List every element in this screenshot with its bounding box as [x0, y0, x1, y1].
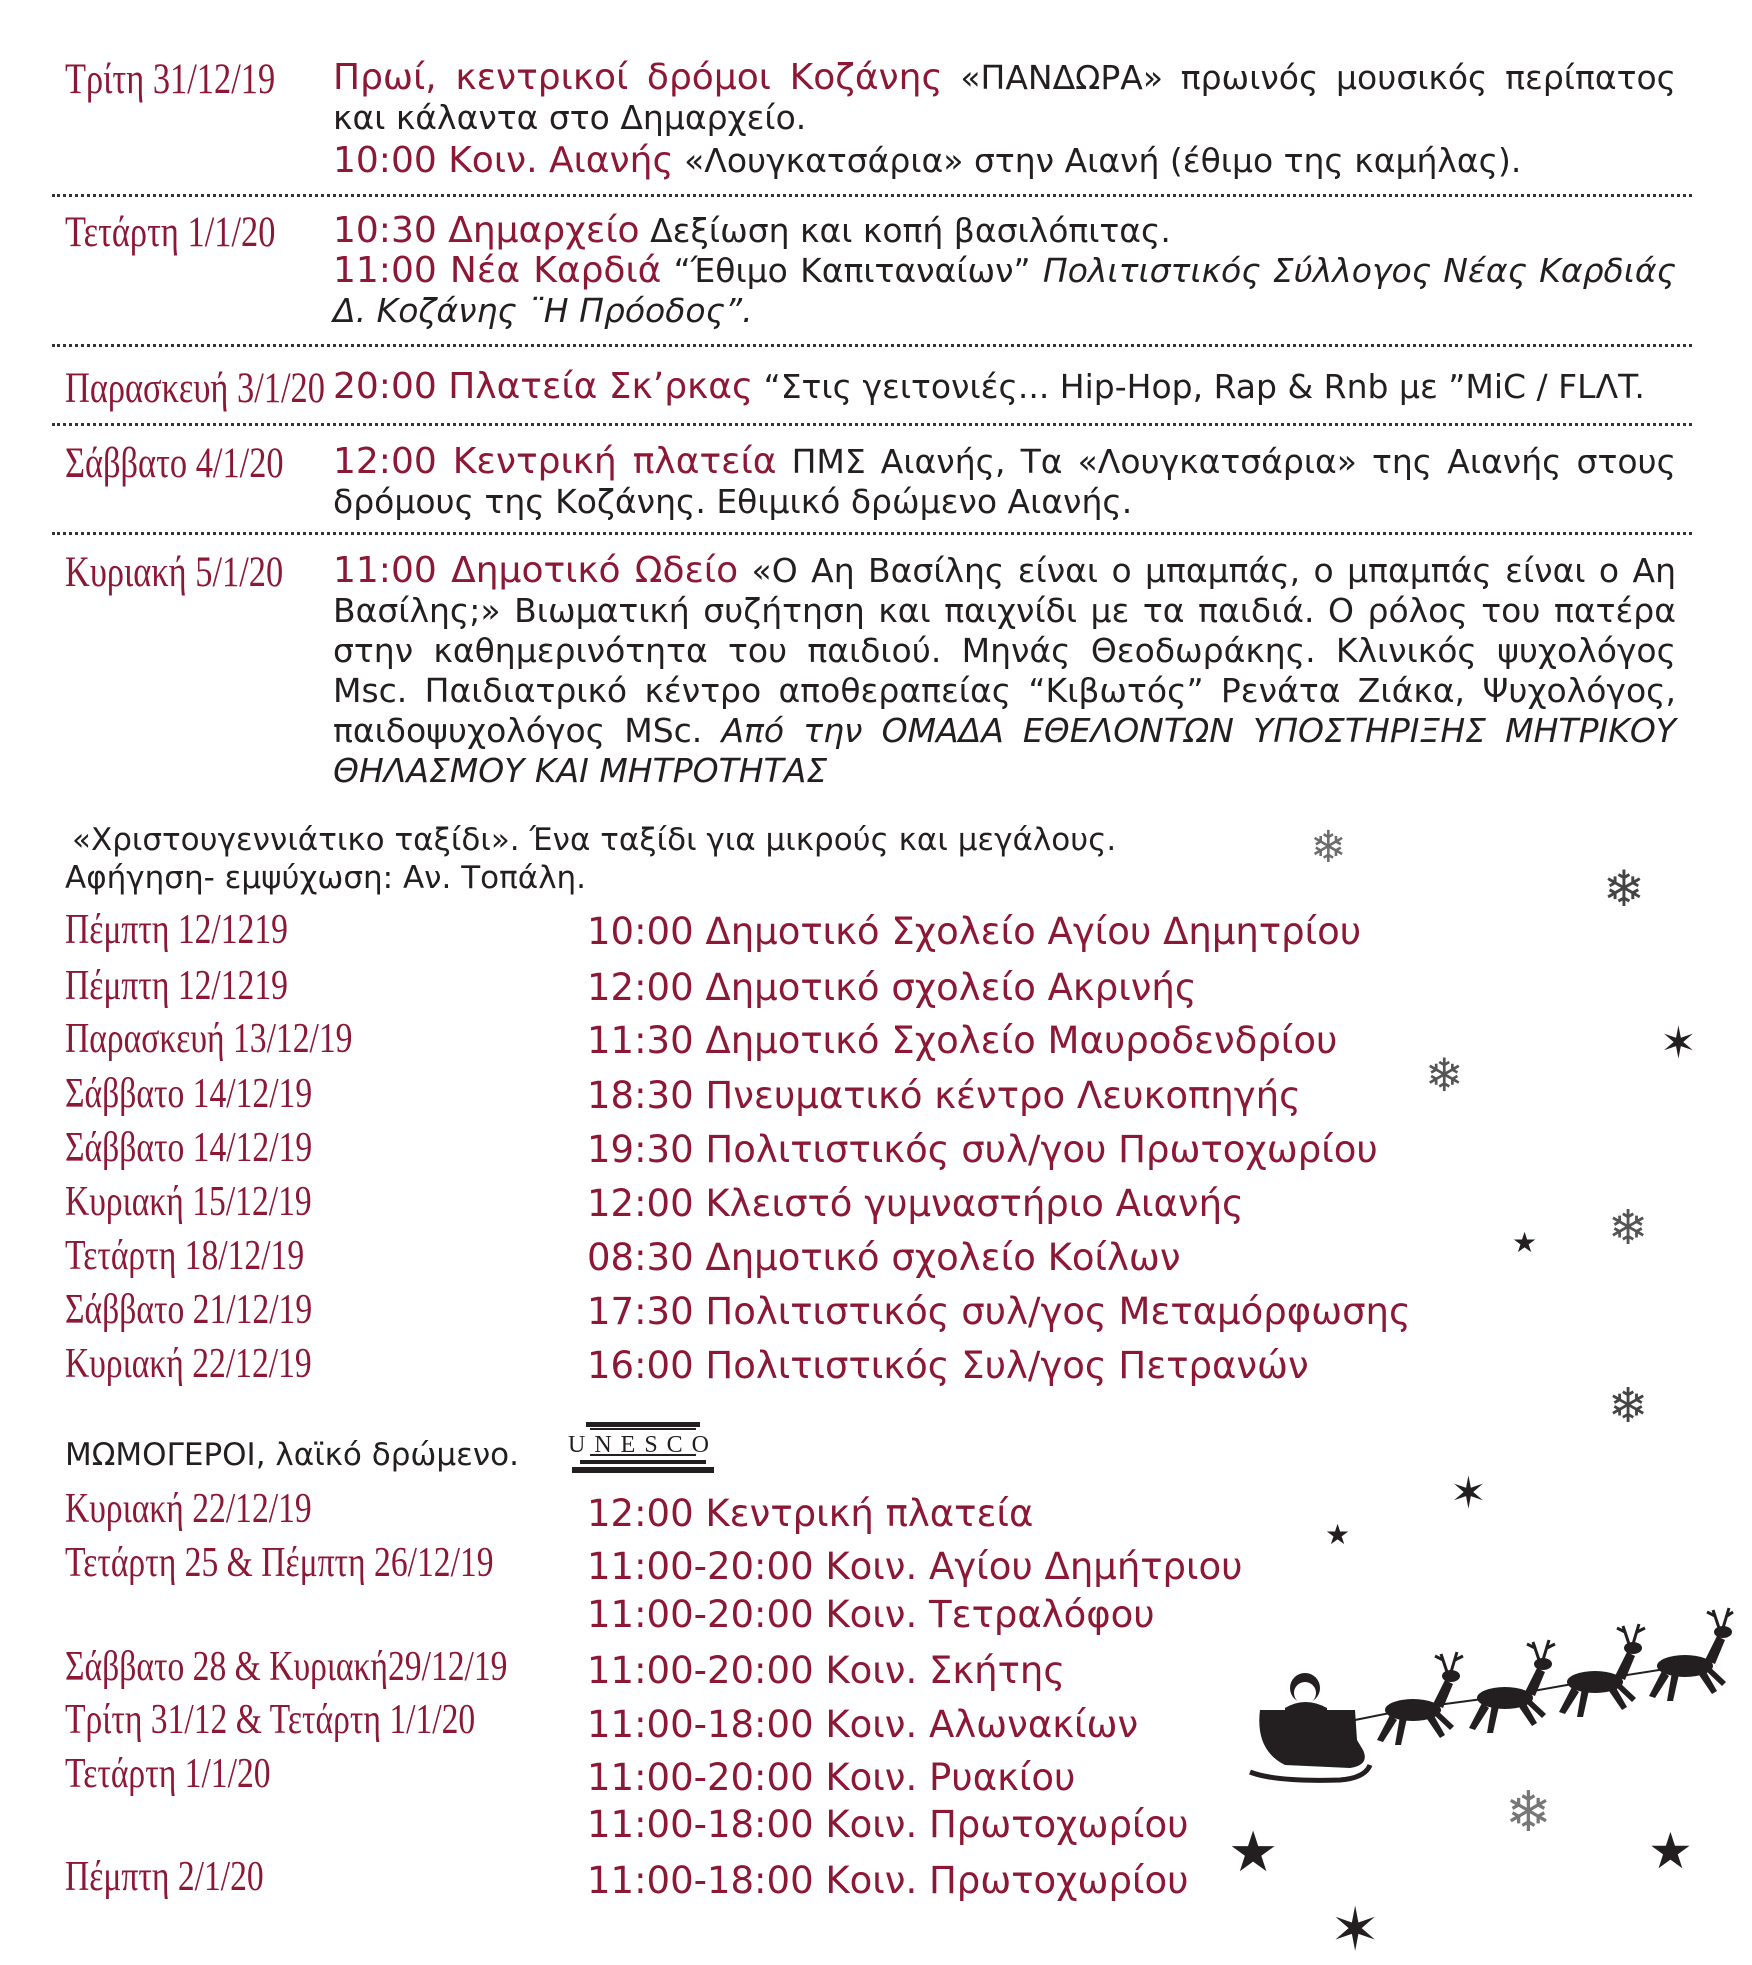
trip-date: Σάββατο 21/12/19 — [65, 1287, 313, 1333]
trip-date: Πέμπτη 12/1219 — [65, 907, 288, 953]
event-text: «ΠΑΝΔΩΡΑ» πρωινός μουσικός περίπατος και κάλαντα στο Δημαρχείο. — [333, 58, 1676, 137]
dotted-divider — [52, 194, 1692, 197]
trip-narration: Αφήγηση- εμψύχωση: Αν. Τοπάλη. — [65, 860, 587, 896]
momogeroi-title — [65, 1437, 519, 1473]
schedule-date: Τετάρτη 1/1/20 — [65, 209, 276, 256]
momogeroi-date: Τετάρτη 25 & Πέμπτη 26/12/19 — [65, 1540, 494, 1586]
trip-date: Σάββατο 14/12/19 — [65, 1125, 313, 1171]
schedule-event — [333, 58, 1676, 181]
trip-date: Κυριακή 22/12/19 — [65, 1341, 312, 1387]
trip-subtitle: Ένα ταξίδι για μικρούς και μεγάλους. — [519, 822, 1117, 858]
schedule-date: Παρασκευή 3/1/20 — [65, 365, 325, 412]
schedule-event — [333, 367, 1676, 407]
event-heading: 12:00 Κεντρική πλατεία — [333, 441, 777, 482]
sparkle-star-icon: ✶ — [1660, 1018, 1697, 1069]
momogeroi-date: Πέμπτη 2/1/20 — [65, 1854, 264, 1900]
snowflake-icon: ❄ — [1608, 1200, 1649, 1256]
momogeroi-event: 11:00-20:00 Κοιν. Ρυακίου — [587, 1756, 1076, 1799]
snowflake-icon: ❄ — [1608, 1378, 1649, 1434]
event-text: ΠΜΣ Αιανής, Τα «Λουγκατσάρια» της Αιανής στους δρόμους της Κοζάνης. Εθιμικό δρώμενο Αιανής. — [333, 442, 1676, 521]
momogeroi-date: Σάββατο 28 & Κυριακή29/12/19 — [65, 1644, 508, 1690]
momogeroi-event: 11:00-18:00 Κοιν. Αλωνακίων — [587, 1703, 1139, 1746]
star-icon: ★ — [1648, 1822, 1693, 1880]
snowflake-icon: ❄ — [1425, 1048, 1464, 1102]
momogeroi-heading: ΜΩΜΟΓΕΡΟΙ — [65, 1437, 256, 1473]
momogeroi-event: 11:00-20:00 Κοιν. Αγίου Δημήτριου — [587, 1545, 1243, 1588]
trip-event: 10:00 Δημοτικό Σχολείο Αγίου Δημητρίου — [587, 910, 1362, 953]
event-organizer: Πολιτιστικός Σύλλογος Νέας Καρδιάς Δ. Κοζάνης ¨Η Πρόοδος”. — [333, 251, 1676, 330]
event-text: “Έθιμο Καπιταναίων” — [661, 251, 1043, 290]
event-heading: 11:00 Νέα Καρδιά — [333, 250, 662, 291]
trip-heading: «Χριστουγεννιάτικο ταξίδι». — [72, 822, 520, 858]
event-organizer: Από την ΟΜΑΔΑ ΕΘΕΛΟΝΤΩΝ ΥΠΟΣΤΗΡΙΞΗΣ ΜΗΤΡΙΚΟΥ ΘΗΛΑΣΜΟΥ ΚΑΙ ΜΗΤΡΟΤΗΤΑΣ — [333, 711, 1676, 790]
trip-date: Σάββατο 14/12/19 — [65, 1071, 313, 1117]
trip-event: 11:30 Δημοτικό Σχολείο Μαυροδενδρίου — [587, 1019, 1338, 1062]
momogeroi-event: 11:00-18:00 Κοιν. Πρωτοχωρίου — [587, 1803, 1189, 1846]
santa-sleigh-reindeer-icon — [1245, 1600, 1735, 1785]
schedule-date: Τρίτη 31/12/19 — [65, 56, 276, 103]
snowflake-icon: ❄ — [1603, 860, 1645, 918]
momogeroi-date: Τρίτη 31/12 & Τετάρτη 1/1/20 — [65, 1697, 476, 1743]
event-heading: Πρωί, κεντρικοί δρόμοι Κοζάνης — [333, 57, 943, 98]
trip-event: 19:30 Πολιτιστικός συλ/γου Πρωτοχωρίου — [587, 1128, 1378, 1171]
schedule-event — [333, 442, 1676, 522]
star-icon: ★ — [1512, 1226, 1538, 1259]
schedule-event — [333, 211, 1676, 331]
unesco-logo — [568, 1418, 718, 1480]
unesco-temple-icon — [568, 1418, 718, 1480]
sparkle-star-icon: ✶ — [1450, 1468, 1487, 1519]
trip-event: 12:00 Δημοτικό σχολείο Ακρινής — [587, 966, 1197, 1009]
momogeroi-event: 11:00-18:00 Κοιν. Πρωτοχωρίου — [587, 1859, 1189, 1902]
trip-event: 12:00 Κλειστό γυμναστήριο Αιανής — [587, 1182, 1244, 1225]
trip-date: Τετάρτη 18/12/19 — [65, 1233, 305, 1279]
momogeroi-date: Τετάρτη 1/1/20 — [65, 1751, 271, 1797]
event-heading: 20:00 Πλατεία Σκ’ρκας — [333, 366, 754, 407]
star-icon: ★ — [1228, 1820, 1279, 1885]
snowflake-icon: ❄ — [1310, 822, 1347, 873]
snowflake-icon: ❄ — [1505, 1780, 1552, 1845]
unesco-logo-text: UNESCO — [568, 1432, 718, 1458]
schedule-date: Κυριακή 5/1/20 — [65, 549, 284, 596]
event-text: Δεξίωση και κοπή βασιλόπιτας. — [639, 211, 1171, 250]
trip-event: 08:30 Δημοτικό σχολείο Κοίλων — [587, 1236, 1181, 1279]
schedule-event — [333, 551, 1676, 791]
momogeroi-subtitle: , λαϊκό δρώμενο. — [255, 1437, 519, 1473]
trip-event: 18:30 Πνευματικό κέντρο Λευκοπηγής — [587, 1074, 1301, 1117]
momogeroi-event: 11:00-20:00 Κοιν. Σκήτης — [587, 1649, 1066, 1692]
trip-date: Παρασκευή 13/12/19 — [65, 1016, 353, 1062]
trip-date: Πέμπτη 12/1219 — [65, 963, 288, 1009]
event-heading: 10:30 Δημαρχείο — [333, 210, 640, 251]
trip-event: 17:30 Πολιτιστικός συλ/γος Μεταμόρφωσης — [587, 1290, 1411, 1333]
star-icon: ★ — [1325, 1518, 1351, 1551]
event-heading: 11:00 Δημοτικό Ωδείο — [333, 550, 739, 591]
trip-event: 16:00 Πολιτιστικός Συλ/γος Πετρανών — [587, 1344, 1309, 1387]
dotted-divider — [52, 344, 1692, 347]
event-text: «Ο Αη Βασίλης είναι ο μπαμπάς, ο μπαμπάς είναι ο Αη Βασίλης;» Βιωματική συζήτηση και παιχνίδι με τα παιδιά. Ο ρόλος του πατέρα στην καθημερινότητα του παιδιού. Μηνάς Θεοδωράκης. Κλινικός ψυχολόγος Msc. Παιδιατρικό κέντρο αποθεραπείας “Κιβωτός” Ρενάτα Ζιάκα, Ψυχολόγος, παιδοψυχολόγος MSc. — [333, 551, 1676, 750]
momogeroi-event: 12:00 Κεντρική πλατεία — [587, 1492, 1034, 1535]
trip-date: Κυριακή 15/12/19 — [65, 1179, 312, 1225]
momogeroi-event: 11:00-20:00 Κοιν. Τετραλόφου — [587, 1593, 1155, 1636]
event-heading: 10:00 Κοιν. Αιανής — [333, 140, 674, 181]
schedule-date: Σάββατο 4/1/20 — [65, 440, 284, 487]
event-text: “Στις γειτονιές... Hip-Hop, Rap & Rnb με ”MiC / FLΛT. — [753, 367, 1645, 406]
trip-title — [72, 822, 1116, 858]
dotted-divider — [52, 423, 1692, 426]
momogeroi-date: Κυριακή 22/12/19 — [65, 1486, 312, 1532]
sparkle-star-icon: ✶ — [1330, 1895, 1381, 1965]
event-text: «Λουγκατσάρια» στην Αιανή (έθιμο της καμήλας). — [673, 141, 1522, 180]
dotted-divider — [52, 532, 1692, 535]
